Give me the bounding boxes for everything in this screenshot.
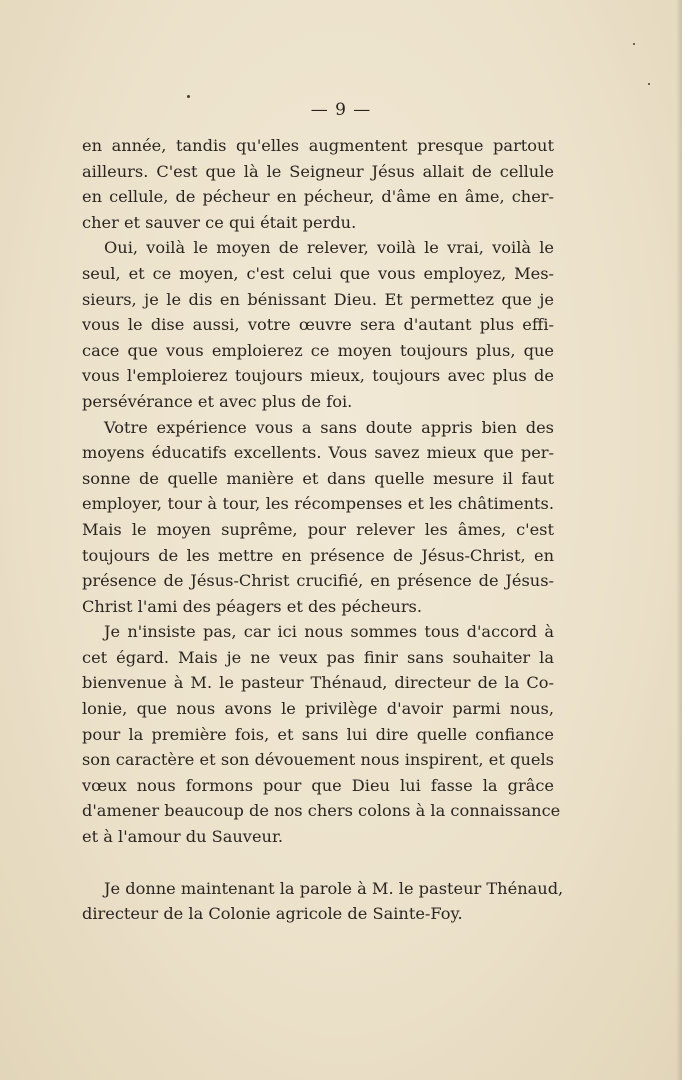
text-line: son caractère et son dévouement nous inspirent, et quels — [82, 750, 554, 770]
body-text — [82, 133, 564, 927]
text-line: en année, tandis qu'elles augmentent presque partout — [82, 136, 554, 155]
text-line: Christ l'ami des péagers et des pécheurs. — [82, 596, 423, 616]
text-line: pour la première fois, et sans lui dire quelle confiance — [82, 724, 554, 744]
paragraph — [82, 619, 561, 849]
text-line: ailleurs. C'est que là le Seigneur Jésus allait de cellule — [82, 161, 554, 181]
ink-speck — [648, 83, 650, 85]
page-number: — 9 — — [310, 100, 372, 120]
text-line: Je donne maintenant la parole à M. le pasteur Thénaud, — [104, 878, 564, 898]
text-line: sieurs, je le dis en bénissant Dieu. Et permettez que je — [82, 289, 554, 309]
text-line: d'amener beaucoup de nos chers colons à la connaissance — [82, 801, 561, 821]
ink-speck — [633, 43, 635, 45]
text-line: vœux nous formons pour que Dieu lui fasse la grâce — [82, 775, 554, 795]
text-line: lonie, que nous avons le privilège d'avoir parmi nous, — [82, 699, 554, 719]
text-line: cace que vous emploierez ce moyen toujours plus, que — [82, 340, 554, 360]
text-line: seul, et ce moyen, c'est celui que vous employez, Mes- — [82, 263, 554, 283]
ink-speck — [187, 95, 190, 98]
text-line: bienvenue à M. le pasteur Thénaud, directeur de la Co- — [82, 673, 554, 693]
text-line: vous le dise aussi, votre œuvre sera d'autant plus effi- — [82, 315, 554, 335]
paragraph — [82, 415, 554, 620]
text-line: employer, tour à tour, les récompenses et les châtiments. — [82, 494, 554, 514]
text-line: Oui, voilà le moyen de relever, voilà le vrai, voilà le — [104, 238, 554, 258]
text-line: Votre expérience vous a sans doute appris bien des — [104, 417, 554, 437]
text-line: moyens éducatifs excellents. Vous savez mieux que per- — [82, 443, 554, 463]
paragraph-gap — [82, 850, 554, 876]
text-line: Je n'insiste pas, car ici nous sommes tous d'accord à — [104, 622, 554, 642]
text-line: Mais le moyen suprême, pour relever les âmes, c'est — [82, 519, 554, 539]
paragraph — [82, 133, 554, 235]
text-line: vous l'emploierez toujours mieux, toujours avec plus de — [82, 366, 554, 386]
text-line: toujours de les mettre en présence de Jésus-Christ, en — [82, 545, 554, 565]
text-line: présence de Jésus-Christ crucifié, en présence de Jésus- — [82, 571, 554, 591]
text-line: sonne de quelle manière et dans quelle mesure il faut — [82, 468, 554, 488]
text-line: et à l'amour du Sauveur. — [82, 827, 284, 847]
paragraph — [82, 235, 554, 414]
text-line: directeur de la Colonie agricole de Sainte-Foy. — [82, 904, 463, 924]
text-line: cher et sauver ce qui était perdu. — [82, 212, 357, 232]
text-line: cet égard. Mais je ne veux pas finir sans souhaiter la — [82, 647, 554, 667]
text-line: persévérance et avec plus de foi. — [82, 391, 353, 411]
text-line: en cellule, de pécheur en pécheur, d'âme en âme, cher- — [82, 187, 554, 207]
closing-paragraph — [82, 876, 564, 927]
